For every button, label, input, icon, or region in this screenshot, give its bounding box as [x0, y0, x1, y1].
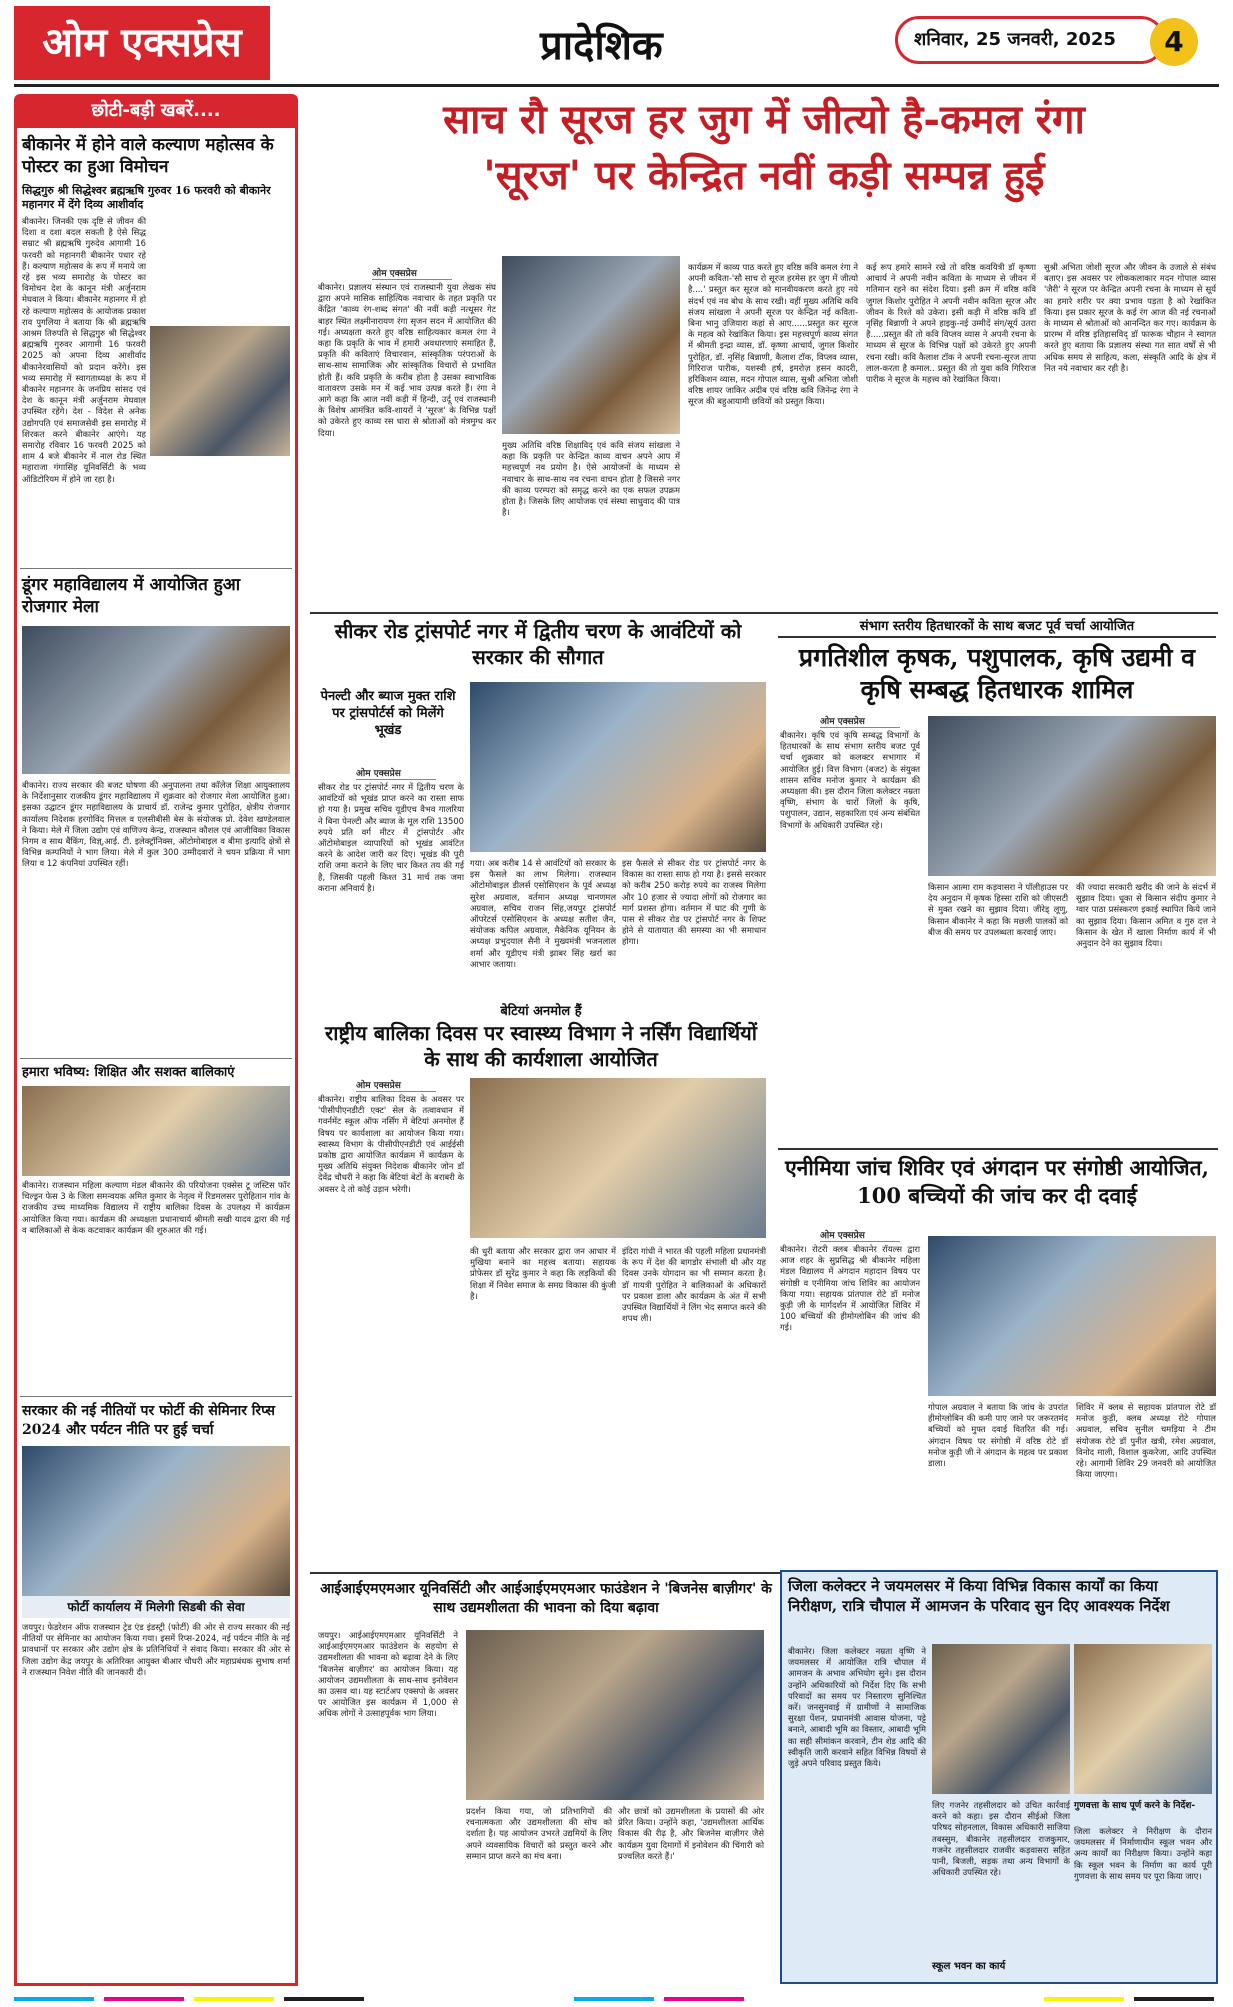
- budget-kicker: संभाग स्तरीय हितधारकों के साथ बजट पूर्व चर्चा आयोजित: [778, 616, 1216, 638]
- girls-body: बीकानेर। राष्ट्रीय बालिका दिवस के अवसर पर 'पीसीपीएनडीटी एक्ट' सेल के तत्वावधान में गवर्नमेंट स्कूल ऑफ नर्सिंग में बेटियां अनमोल हैं विषय पर कार्यशाला का आयोजन किया गया। स्वास्थ्य विभाग के पीसीपीएनडीटी एवं आईईसी प्रकोष्ठ द्वारा आयोजित कार्यक्रम में कार्यक्रम के मुख्य अतिथि संयुक्त निदेशक बीकानेर जोन डॉ देवेंद्र चौधरी ने कहा कि बेटियां बेटों के बराबरी के अवसर दे तो कोई उड़ान भरेगी।: [318, 1094, 464, 1194]
- budget-body: बीकानेर। कृषि एवं कृषि सम्बद्ध विभागों के हितधारकों के साथ संभाग स्तरीय बजट पूर्व चर्चा शुक्रवार को कलक्टर सभागार में आयोजित हुई। वित्त विभाग (बजट) के संयुक्त शासन सचिव मनोज कुमार ने कार्यक्रम की अध्यक्षता की। इस दौरान जिला कलेक्टर नम्रता वृष्णि, संभाग के चारों जिलों के कृषि, पशुपालन, उद्यान, सहकारिता एवं अन्य संबंधित विभागों के अधिकारी उपस्थित रहे।: [780, 730, 920, 830]
- lead-caption: मुख्य अतिथि वरिष्ठ शिक्षाविद् एवं कवि संजय सांखला ने कहा कि प्रकृति पर केन्द्रित काव्य वाचन अपने आप में महत्त्वपूर्ण नव प्रयोग है। ऐसे आयोजनों के माध्यम से नवाचार के साथ-साथ नव रचना वाचन होता है जिससे नगर की काव्य परम्परा को समृद्ध करने का एक सफल उपक्रम होता है। जिसके लिए आयोजक एवं संस्था साधुवाद की पात्र है।: [502, 440, 680, 518]
- girls-byline: ओम एक्सप्रेस: [356, 1078, 436, 1092]
- lead-headline-line2: 'सूरज' पर केन्द्रित नवीं कड़ी सम्पन्न हुई: [483, 152, 1045, 199]
- collector-body: बीकानेर। जिला कलेक्टर नम्रता वृष्णि ने जयमलसर में आयोजित रात्रि चौपाल में आमजन के अभाव अभियोग सुने। इस दौरान उन्होंने अधिकारियों को निर्देश दिए कि सभी परिवादों का समय पर निस्तारण सुनिश्चित करें। जनसुनवाई में ग्रामीणों ने सामाजिक सुरक्षा पेंशन, प्रधानमंत्री आवास योजना, पट्टे बनाने, आबादी भूमि का विस्तार, आबादी भूमि का सही सीमांकन करवाने, टीन शेड आदि की स्वीकृति जारी करवाने सहित विभिन्न विषयों से जुड़े अपने परिवाद प्रस्तुत किये।: [788, 1646, 926, 1769]
- anemia-body: बीकानेर। रोटरी क्लब बीकानेर रॉयल्स द्वारा आज शहर के सुप्रसिद्ध श्री बीकानेर महिला मंडल विद्यालय में अंगदान महादान विषय पर संगोष्ठी व एनीमिया जांच शिविर का आयोजन किया गया। सहायक प्रांतपाल रोटे डॉ मनोज कुड़ी जी के मार्गदर्शन में आयोजित शिविर में 100 बच्चियों की हीमोग्लोबिन की जांच की गई।: [780, 1244, 920, 1333]
- anemia-headline: एनीमिया जांच शिविर एवं अंगदान पर संगोष्ठी आयोजित, 100 बच्चियों की जांच कर दी दवाई: [785, 1155, 1209, 1208]
- sidebar-story3-body: बीकानेर। राजस्थान महिला कल्याण मंडल बीकानेर की परियोजना एक्सेस टू जस्टिस फॉर चिल्ड्रन फेस 3 के जिला समन्वयक अमित कुमार के नेतृत्व में रिडमलसर पुरोहितान गांव के राजकीय उच्च माध्यमिक विद्यालय में राष्ट्रीय बालिका दिवस के उपलक्ष्य में कार्यक्रम आयोजित किया गया। कार्यक्रम की अध्यक्षता प्रधानाचार्य श्रीमती सखी यादव द्वारा की गई व बालिकाओं से केक कटवाकर कार्यक्रम की शुरुआत की गई।: [22, 1180, 290, 1235]
- sidebar-story2-headline: डूंगर महाविद्यालय में आयोजित हुआ रोजगार मेला: [22, 575, 241, 617]
- sidebar-story1-photo: [150, 326, 290, 456]
- sidebar-story4-body: जयपुर। फेडरेशन ऑफ राजस्थान ट्रेड एंड इंडस्ट्री (फोर्टी) की ओर से राज्य सरकार की नई नीतियों पर सेमिनार का आयोजन किया गया। इसमें रिप्स-2024, नई पर्यटन नीति के नई प्रावधानों पर सरकार और उद्योग क्षेत्र के प्रतिनिधियों ने संवाद किया। सरकार की ओर से जिला उद्योग केंद्र जयपुर के अतिरिक्त आयुक्त बीआर चौधरी और महाप्रबंधक सुभाष शर्मा ने राजस्थान निवेश नीति की जानकारी दी।: [22, 1622, 290, 1677]
- transport-col2: गया। अब करीब 14 से आवंटियों को सरकार के इस फैसले का लाभ मिलेगा। राजस्थान ऑटोमोबाइल डीलर्स एसोसिएशन के पूर्व अध्यक्ष सुरेश अग्रवाल, वर्तमान अध्यक्ष चानणमल अग्रवाल, सचिव राजन सिंह,जयपुर ट्रांसपोर्ट ऑपरेटर्स एसोसिएशन के अध्यक्ष सतीश जैन, संयोजक कपिल अग्रवाल, मैकेनिक यूनियन के अध्यक्ष प्रभुदयाल सैनी ने मुख्यमंत्री भजनलाल शर्मा और यूडीएच मंत्री झाबर सिंह खर्रा का आभार जताया।: [470, 858, 616, 969]
- girls-col3: इंदिरा गांधी ने भारत की पहली महिला प्रधानमंत्री के रूप में देश की बागडोर संभाली थी और यह दिवस उनके योगदान का भी सम्मान करता है। डॉ गायत्री पुरोहित ने बालिकाओं के अधिकारों पर प्रकाश डाला और कार्यक्रम के अंत में सभी उपस्थित विद्यार्थियों ने लिंग भेद समाप्त करने की शपथ ली।: [622, 1246, 766, 1324]
- sidebar-story1-subhead: सिद्धगुरु श्री सिद्धेश्वर ब्रह्मऋषि गुरुवर 16 फरवरी को बीकानेर महानगर में देंगे दिव्य आशीर्वाद: [22, 184, 271, 211]
- masthead-brand: ओम एक्सप्रेस: [14, 6, 270, 80]
- iimmr-photo: [466, 1630, 764, 1800]
- collector-col3: जिला कलेक्टर ने निरीक्षण के दौरान जयमलसर में निर्माणाधीन स्कूल भवन और अन्य कार्यों का निरीक्षण किया। उन्होंने कहा कि स्कूल भवन के निर्माण का कार्य पूरी गुणवत्ता के साथ समय पर पूरा किया जाए।: [1074, 1826, 1212, 1881]
- girls-photo: [470, 1078, 766, 1238]
- iimmr-col2: प्रदर्शन किया गया, जो प्रतिभागियों की रचनात्मकता और उद्यमशीलता की सोच को दर्शाता है। यह आयोजन उभरते उद्यमियों के लिए अपने व्यवसायिक विचारों को प्रस्तुत करने और सम्मान प्राप्त करने का मंच बना।: [466, 1806, 612, 1861]
- section-title: प्रादेशिक: [540, 22, 663, 69]
- collector-photo-left: [932, 1644, 1070, 1794]
- girls-kicker: बेटियां अनमोल हैं: [500, 1004, 582, 1019]
- collector-col3-lead: गुणवत्ता के साथ पूर्ण करने के निर्देश-: [1074, 1801, 1196, 1811]
- budget-col2: किसान आत्मा राम कड़वासरा ने पॉलीहाउस पर देय अनुदान में कृषक हिस्सा राशि को जीएसटी से मुक्त रखने का सुझाव दिया। जीरेड् लूणु, किसान बीकानेर ने कहा कि मछली पालकों को बीज की समय पर उपलब्धता करवाई जाए।: [928, 882, 1068, 937]
- collector-col2: लिए गजनेर तहसीलदार को उचित कार्रवाई करने को कहा। इस दौरान सीईओ जिला परिषद सोहनलाल, विकास अधिकारी साजिया तबस्सुम, बीकानेर तहसीलदार राजकुमार, गजनेर तहसीलदार राजवीर कड़वासरा सहित पानी, बिजली, सड़क तथा अन्य विभागों के अधिकारी उपस्थित रहे।: [932, 1800, 1070, 1878]
- masthead-rule: [14, 84, 1219, 87]
- sidebar-title: छोटी-बड़ी खबरें....: [14, 94, 298, 128]
- anemia-col2: गोपाल अग्रवाल ने बताया कि जांच के उपरांत हीमोग्लोबिन की कमी पाए जाने पर जरूरतमंद बच्चियों को मुफ्त दवाई वितरित की गई। अंगदान विषय पर संगोष्ठी में वरिष्ठ रोटे डॉ मनोज कुड़ी जी ने अंगदान के महत्व पर प्रकाश डाला।: [928, 1402, 1068, 1469]
- transport-col3: इस फैसले से सीकर रोड पर ट्रांसपोर्ट नगर के विकास का रास्ता साफ हो गया है। इससे सरकार को करीब 250 करोड़ रुपये का राजस्व मिलेगा और 10 हजार से ज्यादा लोगों को रोजगार का मार्ग प्रशस्त होगा। वर्तमान में घाट की गुणी के पास से सीकर रोड पर ट्रांसपोर्ट नगर के शिफ्ट होने से यातायात की समस्या का भी समाधान होगा।: [622, 858, 766, 947]
- page-number: 4: [1150, 18, 1198, 66]
- sidebar-story3-headline: हमारा भविष्य: शिक्षित और सशक्त बालिकाएं: [22, 1065, 235, 1080]
- budget-photo: [928, 716, 1216, 876]
- girls-headline: राष्ट्रीय बालिका दिवस पर स्वास्थ्य विभाग ने नर्सिंग विद्यार्थियों के साथ की कार्यशाला आयोजित: [325, 1021, 757, 1071]
- lead-body: बीकानेर। प्रज्ञालय संस्थान एवं राजस्थानी युवा लेखक संघ द्वारा अपने मासिक साहित्यिक नवाचार के तहत प्रकृति पर केंद्रित 'काव्य रंग-शब्द संगत' की नवीं कड़ी नत्थूसर गेट बाहर स्थित लक्ष्मीनारायण रंगा सृजन सदन में आयोजित की गई। अध्यक्षता करते हुए वरिष्ठ साहित्यकार कमल रंगा ने कहा कि प्रकृति के भाव में हमारी अवधारणाएं समाहित हैं, प्रकृति की कविताएं विचारवान, सांस्कृतिक परंपराओं के साथ-साथ सामाजिक और सांस्कृतिक विचारों से प्रभावित होती हैं। कवि प्रकृति के करीब होता है उसका स्वाभाविक वातावरण उसके मन में कई भाव उत्पन्न करते हैं। रंगा ने आगे कहा कि आज नवीं कड़ी में हिन्दी, उर्दू एवं राजस्थानी के विशेष आमंत्रित कवि-शायरों ने 'सूरज' के विभिन्न पक्षों को उकेरते हुए काव्य रस धारा से श्रोताओं को मंत्रमुग्ध कर दिया।: [318, 282, 496, 438]
- lead-col4: सुश्री अभिता जोशी सूरज और जीवन के उजाले से संबंध बताए। इस अवसर पर लोककलाकार मदन गोपाल व्यास 'जैरी' ने सूरज पर केन्द्रित अपनी रचना के माध्यम से सूर्य का हमारे शरीर पर क्या प्रभाव पड़ता है को रेखांकित किया। इस प्रकार सूरज के कई रंग आज की नई रचनाओं के माध्यम से श्रोताओं को आनन्दित कर गए। कार्यक्रम के प्रारम्भ में वरिष्ठ इतिहासविद् डॉ फारूक चौहान ने स्वागत करते हुए बताया कि प्रज्ञालय संस्था गत सात वर्षों से भी अधिक समय से साहित्य, कला, संस्कृति आदि के क्षेत्र में नित नये नवाचार कर रही है।: [1044, 262, 1216, 373]
- transport-headline: सीकर रोड ट्रांसपोर्ट नगर में द्वितीय चरण के आवंटियों को सरकार की सौगात: [334, 619, 742, 669]
- anemia-col3: शिविर में क्लब से सहायक प्रांतपाल रोटे डॉ मनोज कुड़ी, क्लब अध्यक्ष रोटे गोपाल अग्रवाल, सचिव सुनील चमड़िया ने टीम संयोजक रोटे डॉ पुनीत खत्री, रमेश अग्रवाल, विनोद माली, विशाल कुकरेजा, आदि उपस्थित रहे। आगामी शिविर 29 जनवरी को आयोजित किया जाएगा।: [1076, 1402, 1216, 1480]
- iimmr-col3: और छात्रों को उद्यमशीलता के प्रयासों की ओर प्रेरित किया। उन्होंने कहा, 'उद्यमशीलता आर्थिक विकास की रीढ़ है, और बिजनेस बाज़ीगर जैसे कार्यक्रम युवा दिमागों में इनोवेशन की चिंगारी को प्रज्वलित करते हैं।': [618, 1806, 764, 1861]
- lead-col2: कार्यक्रम में काव्य पाठ करते हुए वरिष्ठ कवि कमल रंगा ने अपनी कविता-'सौ साच रो सूरज हरमेस हर जुग में जीत्यो है....' प्रस्तुत कर सूरज को मानवीयकरण करते हुए नये संदर्भ एवं नव बोध के साथ रखी। वहीं मुख्य अतिथि कवि संजय सांखला ने अपनी सूरज पर केन्द्रित नई कविता-बिना भानु उजियारा कहां से आए......प्रस्तुत कर सूरज के महत्व को रेखांकित किया। इस महत्त्वपूर्ण काव्य संगत में श्रीमती इन्द्रा व्यास, डॉ. कृष्णा आचार्य, जुगल किशोर पुरोहित, डॉ. नृसिंह बिन्नाणी, कैलाश टॉक, विप्लव व्यास, गिरिराज पारीक, यशस्वी हर्ष, इमरोज़ हसन कादरी, हरिकिशन व्यास, मदन गोपाल व्यास, सुश्री अभिता जोशी वरिष्ठ शायर जाकिर अदीब एवं वरिष्ठ कवि जिनेन्द्र रंगा ने सूरज की बहुआयामी छवियों को प्रस्तुत किया।: [688, 262, 858, 407]
- collector-headline: जिला कलेक्टर ने जयमलसर में किया विभिन्न विकास कार्यों का किया निरीक्षण, रात्रि चौपाल में आमजन के परिवाद सुन दिए आवश्यक निर्देश: [788, 1577, 1170, 1615]
- anemia-byline: ओम एक्सप्रेस: [820, 1228, 900, 1242]
- lead-headline-line1: साच रौ सूरज हर जुग में जीत्यो है-कमल रंगा: [443, 96, 1085, 143]
- transport-subhead: पेनल्टी और ब्याज मुक्त राशि पर ट्रांसपोर्टर्स को मिलेंगे भूखंड: [320, 689, 456, 738]
- iimmr-body: जयपुर। आईआईएमएमआर यूनिवर्सिटी ने आईआईएमएमआर फाउंडेशन के सहयोग से उद्यमशीलता की भावना को बढ़ावा देने के लिए 'बिजनेस बाज़ीगर' का आयोजन किया। यह आयोजन उद्यमशीलता के साथ-साथ इनोवेशन का उत्सव था। यह स्टार्टअप एक्सपो के अवसर पर आयोजित इस कार्यक्रम में 1,000 से अधिक लोगों ने उत्साहपूर्वक भाग लिया।: [318, 1630, 458, 1719]
- sidebar-story4-photo: [22, 1446, 290, 1596]
- sidebar-story2-photo: [22, 626, 290, 774]
- color-registration-marks: [14, 1995, 1219, 2003]
- sidebar-story2-body: बीकानेर। राज्य सरकार की बजट घोषणा की अनुपालना तथा कॉलेज शिक्षा आयुक्तालय के निर्देशानुसार राजकीय डूंगर महाविद्यालय में शुक्रवार को रोजगार मेला आयोजित हुआ। इसका उद्घाटन डूंगर महाविद्यालय के प्राचार्य डॉ. राजेन्द्र कुमार पुरोहित, क्षेत्रीय रोजगार कार्यालय निदेशक हरगोविंद मित्तल व एलसीबीसी बेस के संयोजक प्रो. देवेश खण्डेलवाल ने किया। मेले में जिला उद्योग एवं वाणिज्य केन्द्र, राजस्थान कौशल एवं आजीविका विकास निगम व साथ बैंकिंग, विज्ञ्,आई. टी. इलेक्ट्रॉनिक्स, ऑटोमोबाइल व बीमा इत्यादि क्षेत्रों से विभिन्न कम्पनियों ने भाग लिया। मेले में कुल 300 उम्मीदवारों ने चयन प्रक्रिया में भाग लिया व 12 कंपनियां उपस्थित रहीं।: [22, 780, 290, 869]
- anemia-photo: [928, 1236, 1216, 1396]
- sidebar-story3-photo: [22, 1086, 290, 1176]
- iimmr-headline: आईआईएमएमआर यूनिवर्सिटी और आईआईएमएमआर फाउंडेशन ने 'बिजनेस बाज़ीगर' के साथ उद्यमशीलता की भावना को दिया बढ़ावा: [320, 1581, 772, 1616]
- sidebar-story1-headline: बीकानेर में होने वाले कल्याण महोत्सव के पोस्टर का हुआ विमोचन: [22, 135, 274, 177]
- sidebar-story4-headline: सरकार की नई नीतियों पर फोर्टी की सेमिनार रिप्स 2024 और पर्यटन नीति पर हुई चर्चा: [22, 1403, 276, 1438]
- sidebar-story4-photo-caption: फोर्टी कार्यालय में मिलेगी सिडबी की सेवा: [22, 1596, 290, 1618]
- girls-col2: की धुरी बताया और सरकार द्वारा जन आधार में मुखिया बनाने का महत्त्व बताया। सहायक प्रोफेसर डॉ सुरेंद्र कुमार ने कहा कि लड़कियों की शिक्षा में निवेश समाज के समग्र विकास की कुंजी है।: [470, 1246, 616, 1301]
- masthead-date: शनिवार, 25 जनवरी, 2025: [895, 16, 1165, 64]
- lead-col3: कई रूप हमारे सामने रखे तो वरिष्ठ कवयित्री डॉ कृष्णा आचार्य ने अपनी नवीन कविता के माध्यम से जीवन में गतिमान रहने का संदेश दिया। इसी क्रम में वरिष्ठ कवि जुगल किशोर पुरोहित ने अपनी नवीन कविता सूरज और जीवन के रिश्ते को उकेरा। इसी कड़ी में वरिष्ठ कवि डॉ नृसिंह बिन्नाणी ने अपने हाइकु-नई उम्मीदें संग/सूर्य उतरा है.....प्रस्तुत की तो कवि विप्लव व्यास ने अपनी रचना के माध्यम से सूरज के विभिन्न पक्षों को उकेरते हुए अपनी रचना रखी। कवि कैलाश टॉक ने अपनी रचना-सूरज तापा लाल-करता है कमाल.. प्रस्तुत की तो युवा कवि गिरिराज पारीक ने सूरज के महत्त्व को रेखांकित किया।: [866, 262, 1036, 385]
- budget-headline: प्रगतिशील कृषक, पशुपालक, कृषि उद्यमी व कृषि सम्बद्ध हितधारक शामिल: [798, 643, 1196, 704]
- collector-photo-caption: स्कूल भवन का कार्य: [932, 1961, 1006, 1972]
- budget-col3: की ज्यादा सरकारी खरीद की जाने के संदर्भ में सुझाव दिया। धूका से किसान संदीप कुमार ने ग्वार पाठा प्रसंस्करण इकाई स्थापित किये जाने का सुझाव दिया। किसान अमित व गुरु दत्त ने किसान के खेत में खाला निर्माण कार्य में भी अनुदान देने का सुझाव दिया।: [1076, 882, 1216, 949]
- lead-byline: ओम एक्सप्रेस: [372, 266, 452, 280]
- print-color-bar: [14, 1988, 1219, 1996]
- budget-byline: ओम एक्सप्रेस: [820, 714, 900, 728]
- transport-body: सीकर रोड पर ट्रांसपोर्ट नगर में द्वितीय चरण के आवंटियों को भूखंड प्राप्त करने का रास्ता साफ हो गया है। प्रमुख सचिव यूडीएच वैभव गालरिया ने बिना पेनल्टी और ब्याज के मूल राशि 13500 रुपये प्रति वर्ग मीटर में ट्रांसपोर्टर और ऑटोमोबाइल व्यापारियों को भूखंड आवंटित करने के आदेश जारी कर दिए। भूखंड की पूरी राशि जमा कराने के लिए चार किश्त तय की गई है, जिसकी पहली किश्त 31 मार्च तक जमा कराना अनिवार्य है।: [318, 782, 464, 893]
- lead-photo: [502, 256, 680, 434]
- sidebar-story1-body: बीकानेर। जिनकी एक दृष्टि से जीवन की दिशा व दशा बदल सकती है ऐसे सिद्ध सम्राट श्री ब्रह्मऋषि गुरुदेव आगामी 16 फरवरी को महानगरी बीकानेर पधार रहे हैं। कल्याण महोत्सव के रूप में मनाये जा रहे इस भव्य समारोह के पोस्टर का विमोचन देश के कानून मंत्री अर्जुनराम मेघवाल ने किया। बीकानेर महानगर में हो रहे कल्याण महोत्सव के आयोजक प्रकाश राव पुगलिया ने बताया कि श्री ब्रह्मऋषि आश्रम तिरुपति से सिद्धगुरु श्री सिद्धेश्वर ब्रह्मऋषि गुरुवर आगामी 16 फरवरी 2025 को अपना दिव्य आशीर्वाद बीकानेरवासियों को प्रदान करेंगे। इस भव्य समारोह में स्वागताध्यक्ष के रूप में बीकानेर महानगर के जनप्रिय सांसद एवं देश के कानून मंत्री अर्जुनराम मेघवाल उपस्थित रहेंगे। देश - विदेश से अनेक उद्योगपति एवं समाजसेवी इस समारोह में शिरकत करने बीकानेर आएंगे। यह समारोह रविवार 16 फरवरी 2025 को शाम 4 बजे बीकानेर में नाल रोड स्थित महाराजा गंगासिंह यूनिवर्सिटी के भव्य ऑडिटोरियम में होने जा रहा है।: [22, 216, 146, 484]
- collector-photo-right: [1074, 1644, 1212, 1794]
- transport-byline: ओम एक्सप्रेस: [356, 766, 436, 780]
- transport-photo: [470, 682, 766, 852]
